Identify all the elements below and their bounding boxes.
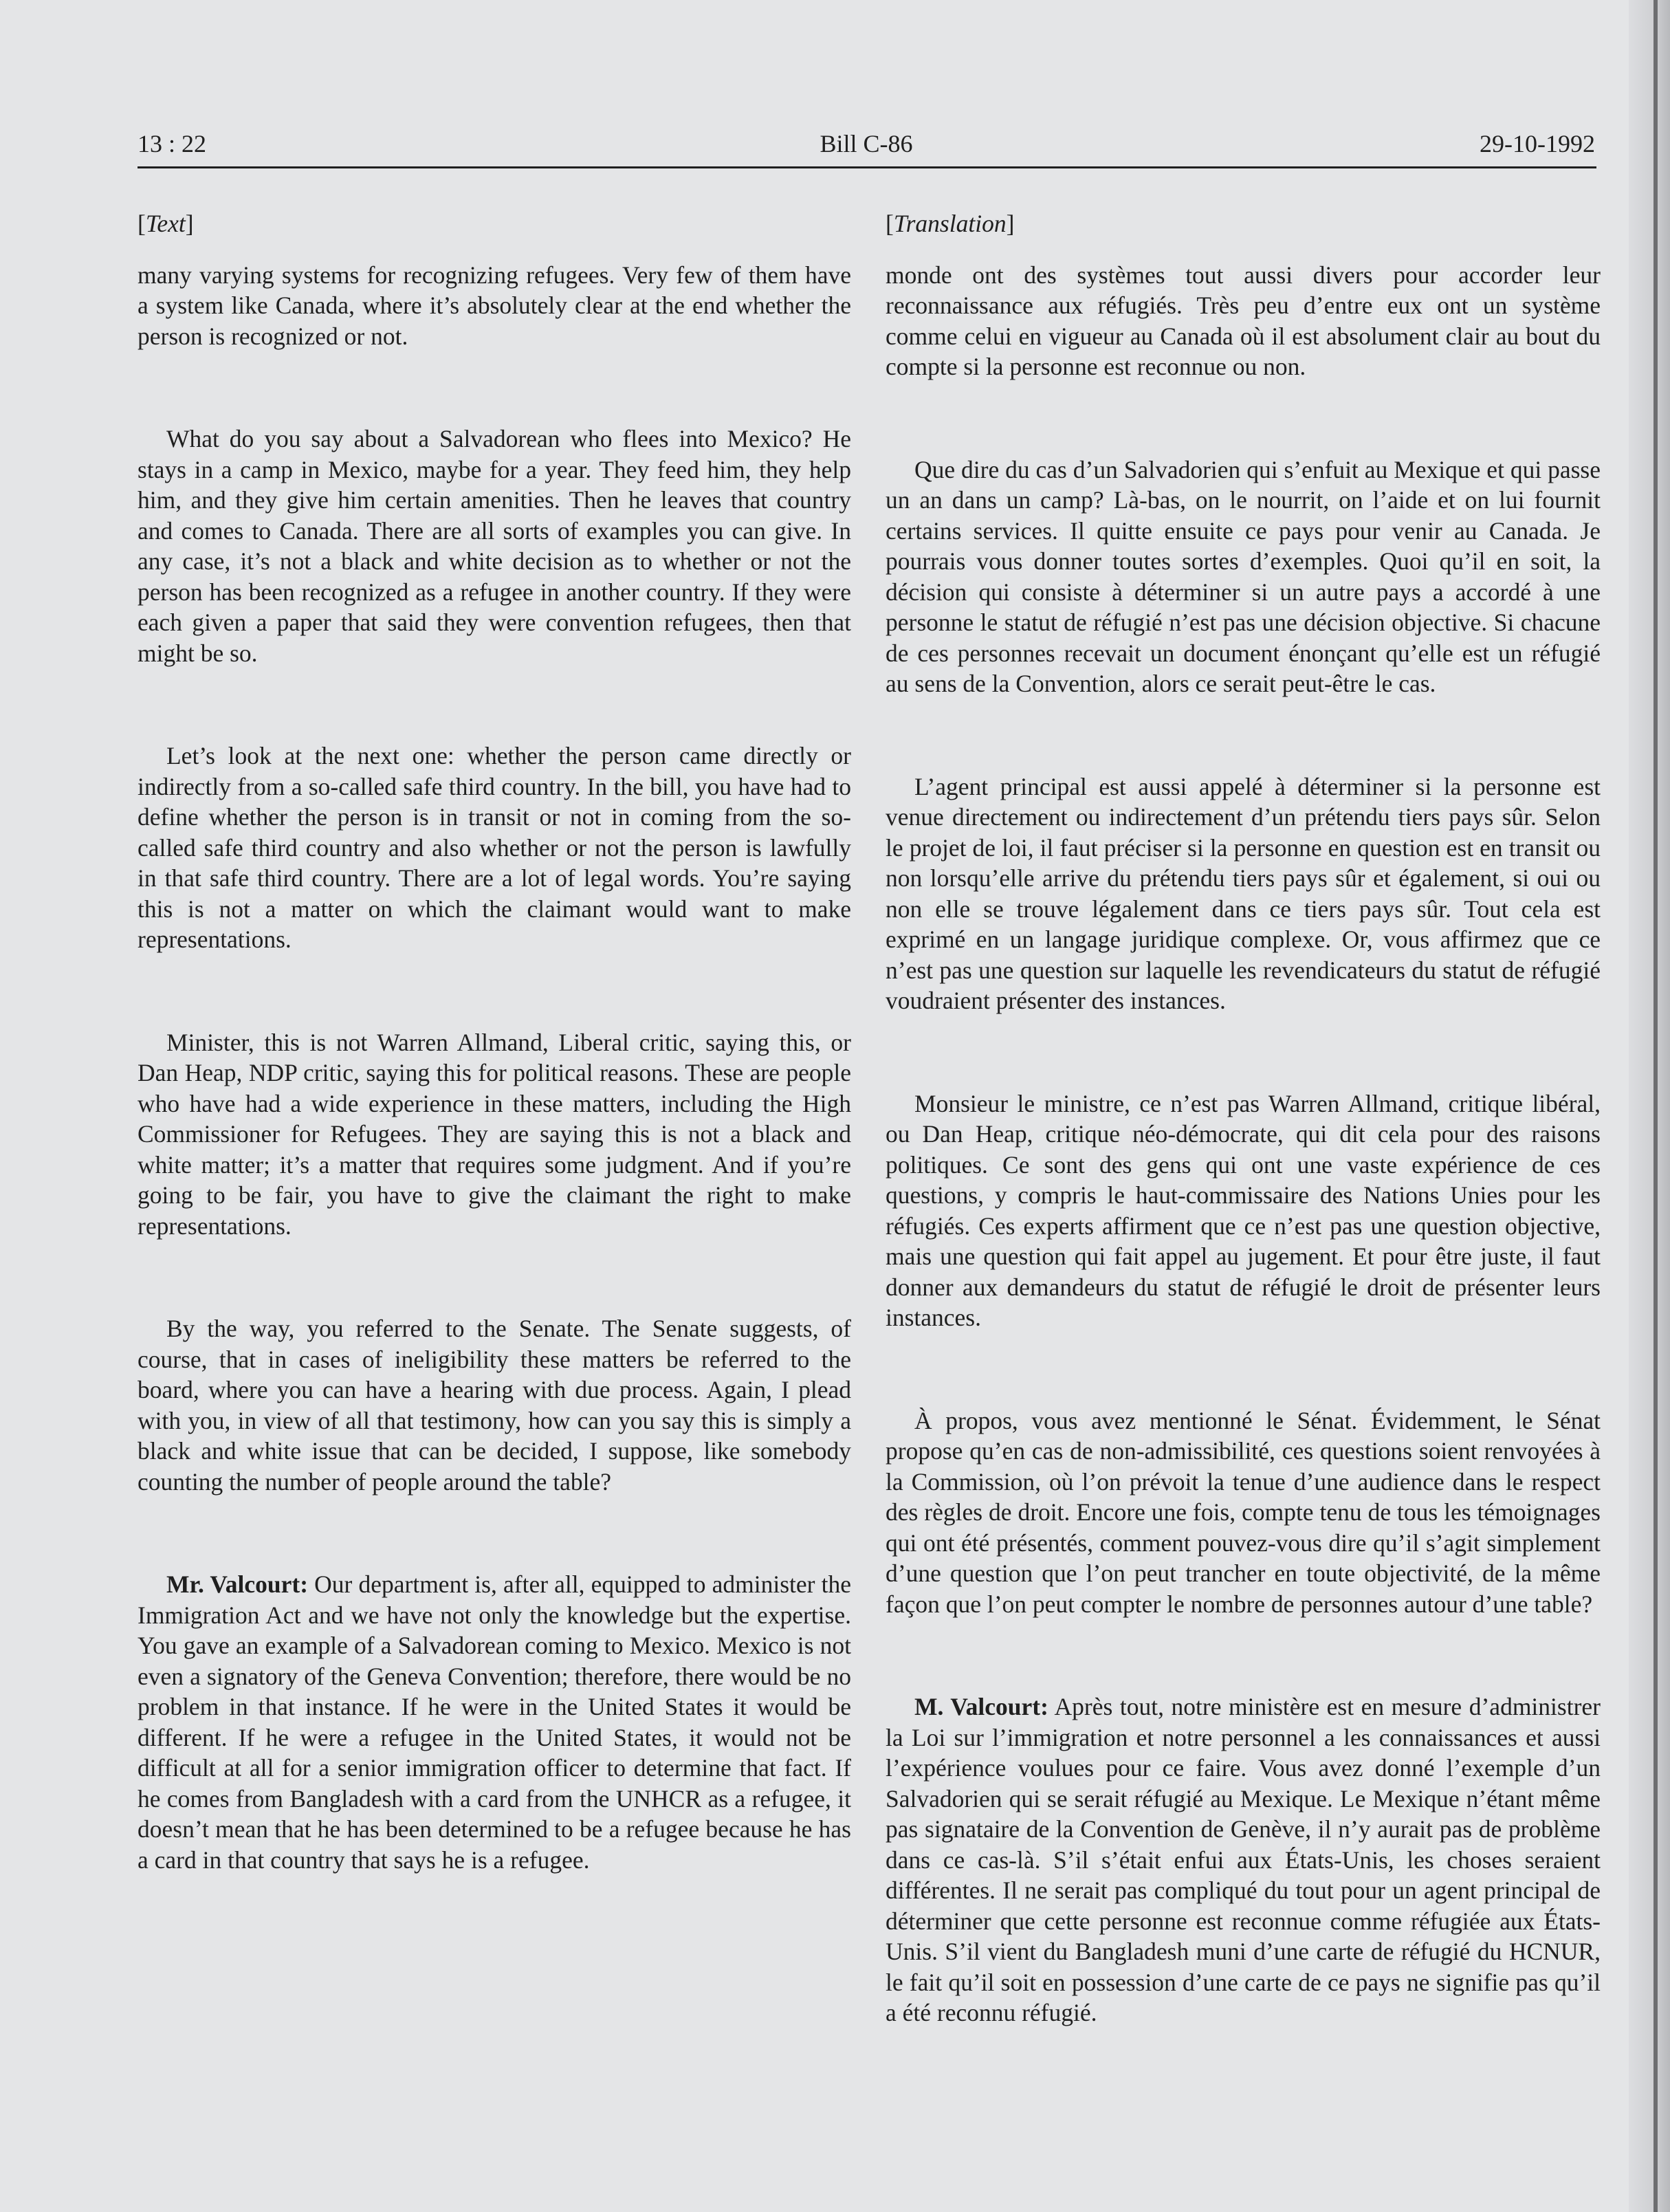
paragraph: L’agent principal est aussi appelé à déterminer si la personne est venue directement ou indirectement d’un prétendu tiers pays sûr. Selon le projet de loi, il faut préciser si la personne en question est en transit ou non lorsqu’elle arrive du prétendu tiers pays sûr et également, si oui ou non elle se trouve légalement dans ce tiers pays sûr. Tout cela est exprimé en un langage juridique complexe. Or, vous affirmez que ce n’est pas une question sur laquelle les revendicateurs du statut de réfugié voudraient présenter des instances. (886, 772, 1601, 1014)
speaker-paragraph (138, 1569, 851, 1875)
column-label-translation: [Translation] (886, 210, 1015, 237)
page-edge-shadow (1629, 0, 1670, 2212)
paragraph: Minister, this is not Warren Allmand, Liberal critic, saying this, or Dan Heap, NDP critic, saying this for political reasons. These are people who have had a wide experience in these matters, including the High Commissioner for Refugees. They are saying this is not a black and white matter; it’s a matter that requires some judgment. And if you’re going to be fair, you have to give the claimant the right to make representations. (138, 1028, 851, 1240)
page-number: 13 : 22 (138, 130, 207, 157)
speaker-paragraph (886, 1691, 1601, 2028)
speaker-text: Our department is, after all, equipped to administer the Immigration Act and we have not only the knowledge but the expertise. You gave an example of a Salvadorean coming to Mexico. Mexico is not even a signatory of the Geneva Convention; therefore, there would be no problem in that instance. If he were in the United States it would be different. If he were a refugee in the United States, it would not be difficult at all for a senior immigration officer to determine that fact. If he comes from Bangladesh with a card from the UNHCR as a refugee, it doesn’t mean that he has been determined to be a refugee because he has a card in that country that says he is a refugee. (138, 1570, 851, 1874)
column-label-text: [Text] (138, 210, 194, 237)
paragraph: Monsieur le ministre, ce n’est pas Warren Allmand, critique libéral, ou Dan Heap, critique néo-démocrate, qui dit cela pour des raisons politiques. Ce sont des gens qui ont une vaste expérience de ces questions, y compris le haut-commissaire des Nations Unies pour les réfugiés. Ces experts affirment que ce n’est pas une question objective, mais une question qui fait appel au jugement. Et pour être juste, il faut donner aux demandeurs du statut de réfugié le droit de présenter leurs instances. (886, 1089, 1601, 1331)
speaker-name: Mr. Valcourt: (166, 1570, 309, 1598)
paragraph: many varying systems for recognizing refugees. Very few of them have a system like Canada, where it’s absolutely clear at the end whether the person is recognized or not. (138, 261, 851, 350)
speaker-name: M. Valcourt: (914, 1693, 1048, 1720)
paragraph: What do you say about a Salvadorean who flees into Mexico? He stays in a camp in Mexico, maybe for a year. They feed him, they help him, and they give him certain amenities. Then he leaves that country and comes to Canada. There are all sorts of examples you can give. In any case, it’s not a black and white decision as to whether or not the person has been recognized as a refugee in another country. If they were each given a paper that said they were convention refugees, then that might be so. (138, 425, 851, 667)
paragraph: Que dire du cas d’un Salvadorien qui s’enfuit au Mexique et qui passe un an dans un camp? Là-bas, on le nourrit, on l’aide et on lui fournit certains services. Il quitte ensuite ce pays pour venir au Canada. Je pourrais vous donner toutes sortes d’exemples. Quoi qu’il en soit, la décision qui consiste à déterminer si un autre pays a accordé à une personne le statut de réfugié n’est pas une décision objective. Si chacune de ces personnes recevait un document énonçant qu’elle est un réfugié au sens de la Convention, alors ce serait peut-être le cas. (886, 455, 1601, 697)
english-column (138, 208, 851, 1947)
bill-title: Bill C-86 (820, 130, 913, 157)
header-rule (138, 166, 1596, 168)
french-column (886, 208, 1601, 2101)
speaker-text: Après tout, notre ministère est en mesure d’administrer la Loi sur l’immigration et notre personnel a les connaissances et aussi l’expérience voulues pour ce faire. Vous avez donné l’exemple d’un Salvadorien qui se serait réfugié au Mexique. Le Mexique n’étant même pas signataire de la Convention de Genève, il n’y aurait pas de problème dans ce cas-là. S’il s’était enfui aux États-Unis, les choses seraient différentes. Il ne serait pas compliqué du tout pour un agent principal de déterminer que cette personne est reconnue comme réfugiée aux États-Unis. S’il vient du Bangladesh muni d’une carte de réfugié du HCNUR, le fait qu’il soit en possession d’une carte de ce pays ne signifie pas qu’il a été reconnu réfugié. (886, 1693, 1601, 2026)
paragraph: Let’s look at the next one: whether the person came directly or indirectly from a so-called safe third country. In the bill, you have had to define whether the person is in transit or not in coming from the so-called safe third country and also whether or not the person is lawfully in that safe third country. There are a lot of legal words. You’re saying this is not a matter on which the claimant would want to make representations. (138, 742, 851, 953)
page-date: 29-10-1992 (1480, 130, 1595, 157)
paragraph: monde ont des systèmes tout aussi divers pour accorder leur reconnaissance aux réfugiés. Très peu d’entre eux ont un système comme celui en vigueur au Canada où il est absolument clair au bout du compte si la personne est reconnue ou non. (886, 261, 1601, 380)
page-edge (1653, 0, 1658, 2212)
page-header (138, 129, 1595, 165)
paragraph: À propos, vous avez mentionné le Sénat. Évidemment, le Sénat propose qu’en cas de non-admissibilité, ces questions soient renvoyées à la Commission, où l’on prévoit la tenue d’une audience dans le respect des règles de droit. Encore une fois, compte tenu de tous les témoignages qui ont été présentés, comment pouvez-vous dire qu’il s’agit simplement d’une question que l’on peut trancher en toute objectivité, de la même façon que l’on peut compter le nombre de personnes autour d’une table? (886, 1406, 1601, 1618)
paragraph: By the way, you referred to the Senate. The Senate suggests, of course, that in cases of ineligibility these matters be referred to the board, where you can have a hearing with due process. Again, I plead with you, in view of all that testimony, how can you say this is simply a black and white issue that can be decided, I suppose, like somebody counting the number of people around the table? (138, 1315, 851, 1496)
